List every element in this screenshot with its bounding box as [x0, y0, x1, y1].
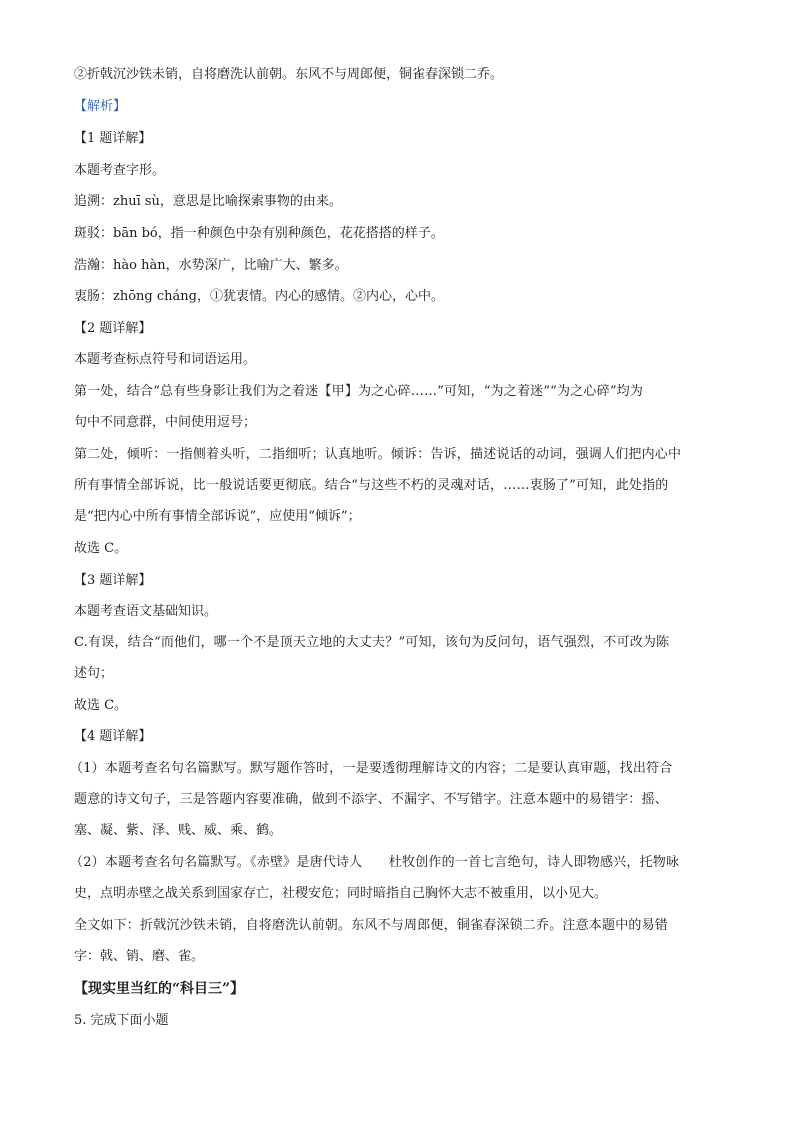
q2-para1-line1: 第一处，结合“总有些身影让我们为之着迷【甲】为之心碎……”可知，“为之着迷”“为之心碎”均为: [74, 384, 644, 399]
q3-para-line2: 述句；: [74, 666, 114, 681]
q1-topic: 本题考查字形。: [74, 163, 166, 178]
q1-word-1: 追溯：zhuī sù，意思是比喻探索事物的由来。: [74, 194, 342, 209]
q1-detail-heading: 【1 题详解】: [74, 131, 152, 146]
q1-word-4: 衷肠：zhōng cháng，①犹衷情。内心的感情。②内心，心中。: [74, 289, 444, 304]
q1-word-2: 斑驳：bān bó，指一种颜色中杂有别种颜色，花花搭搭的样子。: [74, 226, 444, 241]
question-5-prompt: 5. 完成下面小题: [74, 1013, 169, 1028]
q4-part1-line2: 题意的诗文句子，三是答题内容要准确，做到不添字、不漏字、不写错字。注意本题中的易错字：摇、: [74, 792, 669, 807]
q2-para2-line3: 是“把内心中所有事情全部诉说”，应使用“倾诉”；: [74, 509, 361, 524]
q3-topic: 本题考查语文基础知识。: [74, 604, 218, 619]
q2-para2-line1: 第二处，倾听：一指侧着头听，二指细听；认真地听。倾诉：告诉，描述说话的动词，强调人们把内心中: [74, 447, 682, 462]
q2-answer: 故选 C。: [74, 541, 128, 556]
analysis-heading: 【解析】: [74, 99, 127, 114]
poem-line-2: ②折戟沉沙铁未销，自将磨洗认前朝。东风不与周郎便，铜雀春深锁二乔。: [74, 67, 504, 82]
q3-para-line1: C.有误，结合“而他们，哪一个不是顶天立地的大丈夫？”可知，该句为反问句，语气强烈，不可改为陈: [74, 635, 670, 650]
q2-topic: 本题考查标点符号和词语运用。: [74, 352, 257, 367]
q4-part2-line1: （2）本题考查名句名篇默写。《赤壁》是唐代诗人 杜牧创作的一首七言绝句，诗人即物感兴，托物咏: [70, 855, 680, 870]
q2-para1-line2: 句中不同意群，中间使用逗号；: [74, 415, 257, 430]
q4-fulltext-line2: 字：戟、销、磨、雀。: [74, 949, 205, 964]
q2-detail-heading: 【2 题详解】: [74, 321, 152, 336]
q3-detail-heading: 【3 题详解】: [74, 573, 152, 588]
q3-answer: 故选 C。: [74, 698, 128, 713]
q2-para2-line2: 所有事情全部诉说，比一般说话要更彻底。结合“与这些不朽的灵魂对话，……衷肠了”可知，此处指的: [74, 478, 669, 493]
q1-word-3: 浩瀚：hào hàn，水势深广，比喻广大、繁多。: [74, 258, 348, 273]
section-heading: 【现实里当红的“科目三”】: [74, 981, 245, 997]
q4-part1-line3: 塞、凝、紫、泽、贱、威、乘、鹤。: [74, 823, 283, 838]
q4-fulltext-line1: 全文如下：折戟沉沙铁未销，自将磨洗认前朝。东风不与周郎便，铜雀春深锁二乔。注意本题中的易错: [74, 918, 669, 933]
q4-detail-heading: 【4 题详解】: [74, 729, 152, 744]
q4-part2-line2: 史，点明赤壁之战关系到国家存亡，社稷安危；同时暗指自己胸怀大志不被重用，以小见大。: [74, 886, 608, 901]
q4-part1-line1: （1）本题考查名句名篇默写。默写题作答时，一是要透彻理解诗文的内容；二是要认真审题，找出符合: [70, 761, 673, 776]
